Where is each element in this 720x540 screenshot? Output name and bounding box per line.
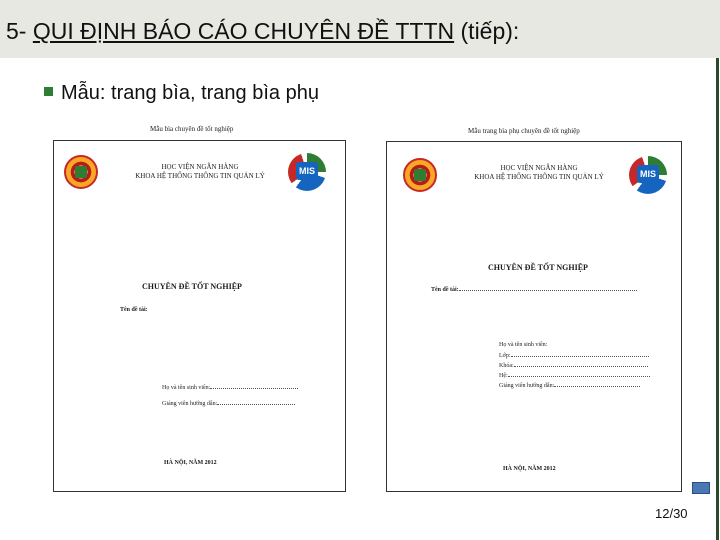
mis-logo-icon: [288, 153, 326, 191]
subcover-place-date: HÀ NỘI, NĂM 2012: [503, 466, 556, 472]
bank-academy-logo-icon: [403, 158, 437, 192]
cover-header: [110, 163, 290, 181]
bullet-point: [44, 82, 319, 105]
slide-title: [6, 18, 519, 45]
subcover-system-row: [499, 372, 650, 379]
subcover-header: [449, 164, 629, 182]
subcover-class-label: Lớp:: [499, 353, 511, 359]
subcover-course-label: Khóa:: [499, 363, 514, 369]
page-number: 12/30: [655, 506, 688, 521]
cover-institute: HỌC VIỆN NGÂN HÀNG: [161, 163, 239, 171]
mis-logo-text: MIS: [296, 162, 318, 180]
mis-logo-text: MIS: [637, 165, 659, 183]
subcover-topic-label: Tên đề tài:: [431, 287, 459, 293]
cover-advisor-row: [162, 400, 295, 407]
cover-place-date: HÀ NỘI, NĂM 2012: [164, 460, 217, 466]
subcover-faculty: KHOA HỆ THỐNG THÔNG TIN QUẢN LÝ: [474, 173, 604, 181]
subcover-student-label: Họ và tên sinh viên:: [499, 342, 548, 348]
title-prefix: 5-: [6, 18, 33, 44]
subcover-topic-row: [431, 286, 637, 293]
cover-heading: CHUYÊN ĐỀ TỐT NGHIỆP: [142, 282, 242, 291]
cover-page-sample: [53, 140, 346, 492]
mis-logo-icon: [629, 156, 667, 194]
subcover-page-sample: [386, 141, 682, 492]
cover-caption: Mẫu bìa chuyên đề tốt nghiệp: [150, 125, 234, 133]
cover-faculty: KHOA HỆ THỐNG THÔNG TIN QUẢN LÝ: [135, 172, 265, 180]
right-divider: [716, 58, 719, 540]
subcover-class-row: [499, 352, 649, 359]
cover-topic-label: Tên đề tài:: [120, 307, 148, 313]
bullet-square-icon: [44, 87, 53, 96]
title-underlined: QUI ĐỊNH BÁO CÁO CHUYÊN ĐỀ TTTN: [32, 18, 455, 44]
title-suffix: (tiếp):: [454, 18, 520, 44]
subcover-advisor-label: Giảng viên hướng dẫn:: [499, 383, 555, 389]
subcover-advisor-row: [499, 382, 640, 389]
subcover-course-row: [499, 362, 648, 369]
subcover-caption: Mẫu trang bìa phụ chuyên đề tốt nghiệp: [468, 127, 580, 135]
bank-academy-logo-icon: [64, 155, 98, 189]
cover-student-row: [162, 384, 298, 391]
subcover-institute: HỌC VIỆN NGÂN HÀNG: [500, 164, 578, 172]
slide-nav-button[interactable]: [692, 482, 710, 494]
cover-advisor-label: Giảng viên hướng dẫn:: [162, 401, 218, 407]
cover-student-label: Họ và tên sinh viên:: [162, 385, 211, 391]
bullet-text: Mẫu: trang bìa, trang bìa phụ: [61, 82, 319, 104]
subcover-system-label: Hệ:: [499, 373, 508, 379]
subcover-heading: CHUYÊN ĐỀ TỐT NGHIỆP: [488, 263, 588, 272]
